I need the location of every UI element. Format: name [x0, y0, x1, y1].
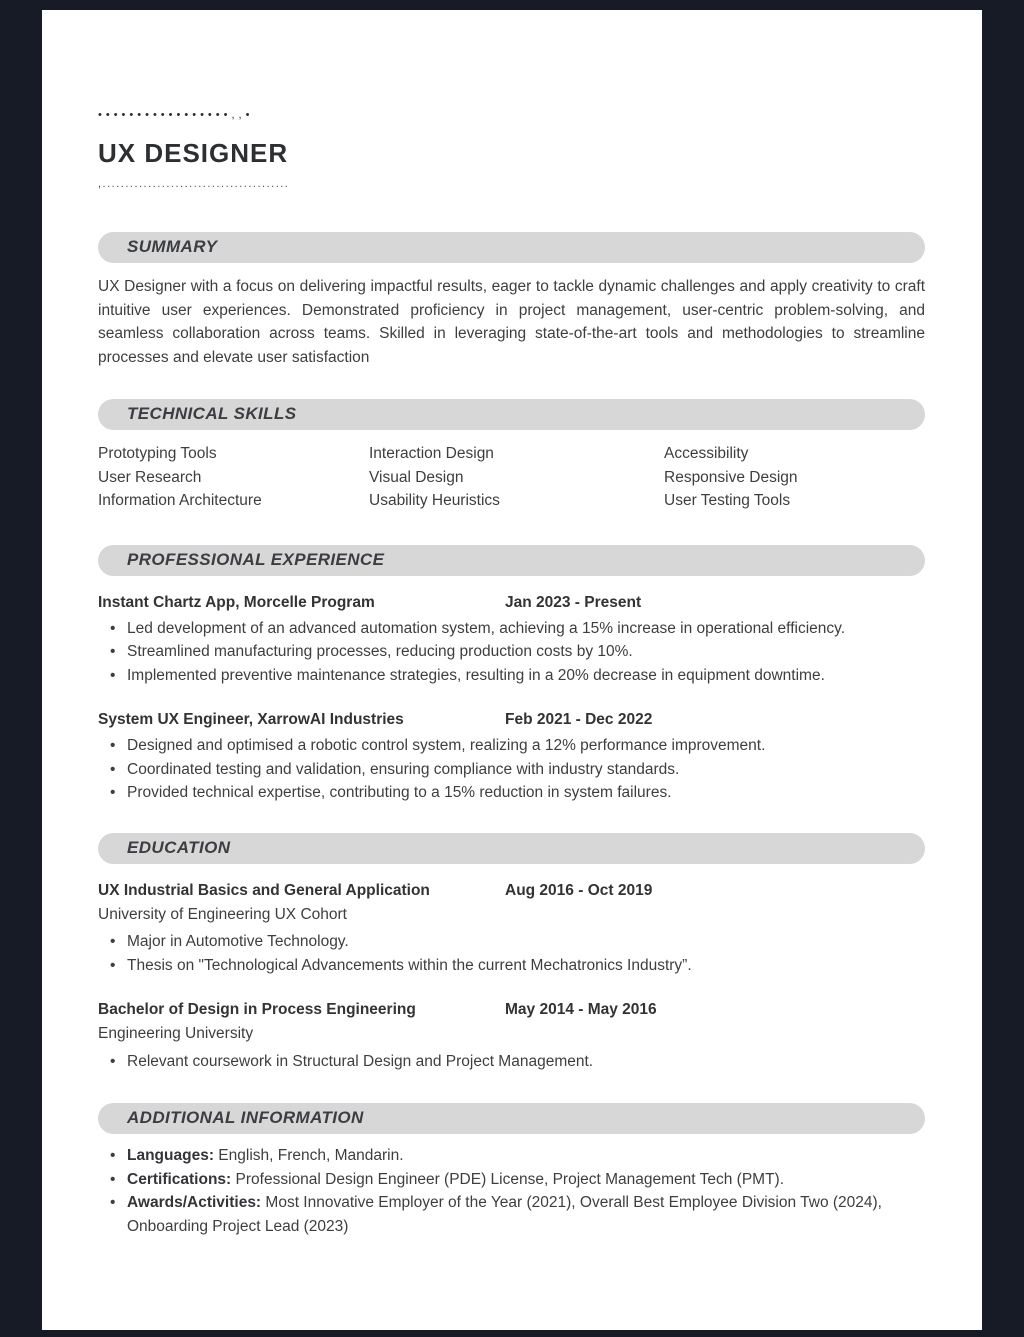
degree-dates: Aug 2016 - Oct 2019	[505, 881, 653, 899]
job-dates: Jan 2023 - Present	[505, 593, 642, 611]
summary-text: UX Designer with a focus on delivering impactful results, eager to tackle dynamic challenges and apply creativity to craft intuitive user experiences. Demonstrated proficiency in project management, user-centric problem-solving, and seamless collaboration across teams. Skilled in leveraging state-of-the-art tools and methodologies to streamline processes and elevate user satisfaction	[98, 278, 925, 366]
skills-column-2	[369, 442, 664, 513]
job-title: Instant Chartz App, Morcelle Program	[98, 593, 375, 611]
skill-item: Responsive Design	[664, 468, 798, 486]
skill-item: Visual Design	[369, 468, 464, 486]
info-label: Certifications:	[127, 1170, 232, 1188]
job-header	[98, 709, 925, 730]
list-item	[98, 1144, 925, 1168]
skill-item: User Research	[98, 468, 202, 486]
section-heading-professional-experience: PROFESSIONAL EXPERIENCE	[98, 545, 925, 576]
info-text: Most Innovative Employer of the Year (2021), Overall Best Employee Division Two (2024), Onboarding Project Lead (2023)	[127, 1194, 882, 1235]
section-heading-education: EDUCATION	[98, 833, 925, 864]
list-item: • Implemented preventive maintenance strategies, resulting in a 20% decrease in equipment downtime.	[98, 664, 925, 688]
experience-entry	[98, 592, 925, 688]
degree-header	[98, 880, 925, 901]
skill-item: Accessibility	[664, 445, 749, 462]
job-dates: Feb 2021 - Dec 2022	[505, 711, 653, 728]
degree-title: Bachelor of Design in Process Engineering	[98, 1001, 416, 1018]
skills-grid	[98, 442, 925, 513]
list-item: • Major in Automotive Technology.	[98, 930, 925, 954]
resume-title: UX DESIGNER	[98, 138, 289, 168]
job-bullet-list	[98, 617, 925, 688]
skill-item: Interaction Design	[369, 445, 494, 462]
list-item	[98, 1168, 925, 1192]
skills-column-1	[98, 442, 369, 513]
list-item: • Provided technical expertise, contributing to a 15% reduction in system failures.	[98, 781, 925, 805]
additional-info-list	[98, 1144, 925, 1238]
degree-title: UX Industrial Basics and General Application	[98, 881, 430, 899]
list-item: • Led development of an advanced automation system, achieving a 15% increase in operational efficiency.	[98, 617, 925, 641]
info-text: Professional Design Engineer (PDE) License, Project Management Tech (PMT).	[231, 1170, 785, 1188]
list-item	[98, 1191, 925, 1238]
list-item: • Thesis on "Technological Advancements within the current Mechatronics Industry”.	[98, 954, 925, 978]
skill-item: Prototyping Tools	[98, 445, 217, 462]
job-title: System UX Engineer, XarrowAI Industries	[98, 711, 404, 728]
education-bullet-list	[98, 930, 925, 977]
section-heading-summary: SUMMARY	[98, 232, 925, 263]
info-text: English, French, Mandarin.	[213, 1147, 404, 1164]
section-heading-additional-information: ADDITIONAL INFORMATION	[98, 1103, 925, 1134]
list-item: • Streamlined manufacturing processes, reducing production costs by 10%.	[98, 640, 925, 664]
subtitle-dots-decoration: ,.........................................	[98, 178, 290, 190]
education-entry	[98, 880, 925, 978]
list-item: • Relevant coursework in Structural Design and Project Management.	[98, 1050, 925, 1074]
job-bullet-list	[98, 734, 925, 805]
degree-header	[98, 999, 925, 1020]
skill-item: User Testing Tools	[664, 492, 791, 509]
info-label: Languages:	[127, 1147, 214, 1164]
school-name: University of Engineering UX Cohort	[98, 905, 347, 923]
skill-item: Usability Heuristics	[369, 492, 500, 509]
experience-entry	[98, 709, 925, 805]
section-heading-technical-skills: TECHNICAL SKILLS	[98, 399, 925, 430]
job-header	[98, 592, 925, 613]
degree-dates: May 2014 - May 2016	[505, 1001, 657, 1018]
skill-item: Information Architecture	[98, 492, 262, 509]
resume-page	[42, 10, 982, 1330]
info-label: Awards/Activities:	[127, 1194, 262, 1211]
top-dots-decoration: •••••••••••••••••,,•	[98, 109, 254, 121]
skills-column-3	[664, 442, 925, 513]
list-item: • Designed and optimised a robotic control system, realizing a 12% performance improvement.	[98, 734, 925, 758]
school-name: Engineering University	[98, 1025, 254, 1042]
education-entry	[98, 999, 925, 1073]
education-bullet-list	[98, 1050, 925, 1074]
list-item: • Coordinated testing and validation, ensuring compliance with industry standards.	[98, 758, 925, 782]
